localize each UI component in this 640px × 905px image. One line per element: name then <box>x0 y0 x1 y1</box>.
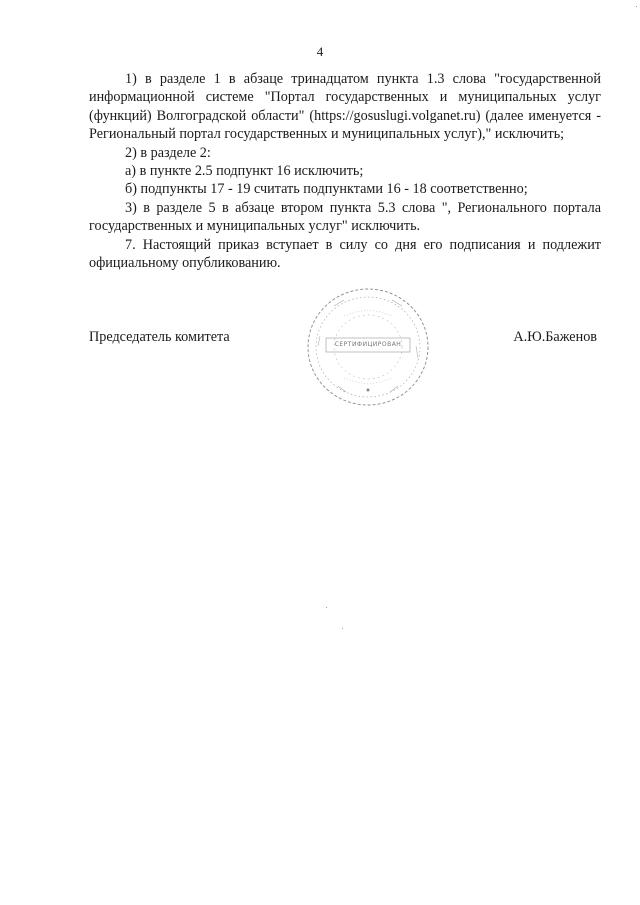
paragraph-item-b: б) подпункты 17 - 19 считать подпунктами 16 - 18 соответственно; <box>125 181 528 198</box>
seal-center-text: СЕРТИФИЦИРОВАН <box>334 341 402 348</box>
paragraph-section-5: 3) в разделе 5 в абзаце втором пункта 5.3 слова ", Регионального портала государственных и муниципальных услуг" исключить. <box>89 199 601 235</box>
paragraph-section-2: 2) в разделе 2: <box>125 144 211 161</box>
scan-speck <box>326 607 327 608</box>
scan-speck <box>342 628 343 629</box>
paragraph-section-1: 1) в разделе 1 в абзаце тринадцатом пункта 1.3 слова "государственной информационной системе "Портал государственных и муниципальных услуг (функций) Волгоградской области" (https://gosuslugi.volganet.ru) (далее именуется - Региональный портал государственных и муниципальных услуг)," исключить; <box>89 71 601 143</box>
signatory-name: А.Ю.Баженов <box>513 329 597 345</box>
paragraph-item-a: а) в пункте 2.5 подпункт 16 исключить; <box>125 163 364 180</box>
official-seal-stamp <box>304 286 432 408</box>
page-number: 4 <box>316 44 324 59</box>
scan-speck <box>636 6 637 7</box>
signatory-title: Председатель комитета <box>89 329 230 345</box>
order-body <box>89 70 601 272</box>
paragraph-effective-date: 7. Настоящий приказ вступает в силу со дня его подписания и подлежит официальному опубликованию. <box>89 236 601 272</box>
